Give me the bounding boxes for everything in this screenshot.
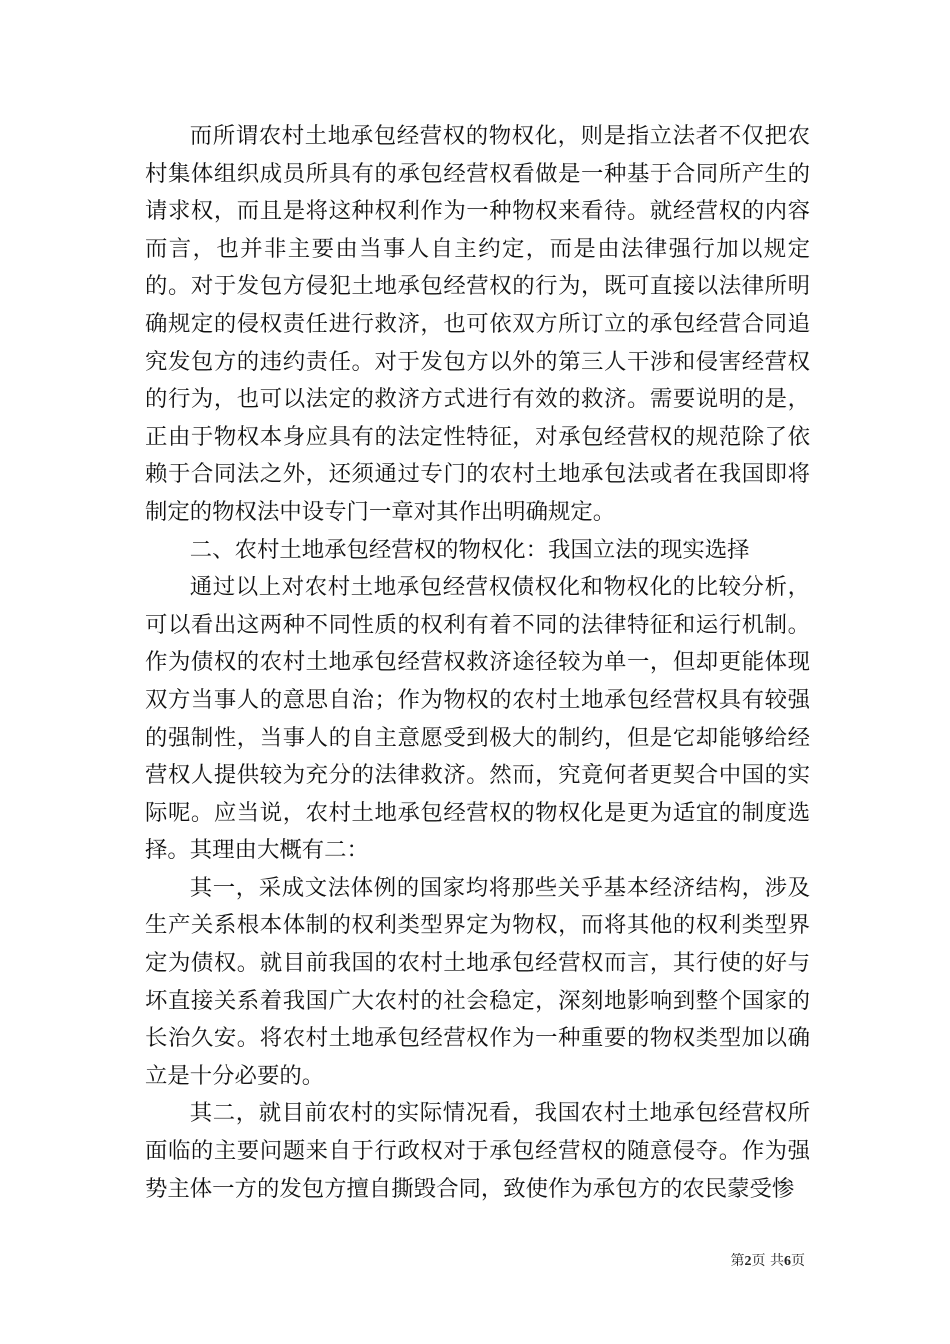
- total-pages-number: 6: [784, 1254, 791, 1269]
- paragraph-2: 通过以上对农村土地承包经营权债权化和物权化的比较分析，可以看出这两种不同性质的权利有着不同的法律特征和运行机制。作为债权的农村土地承包经营权救济途径较为单一，但却更能体现双方当事人的意思自治；作为物权的农村土地承包经营权具有较强的强制性，当事人的自主意愿受到极大的制约，但是它却能够给经营权人提供较为充分的法律救济。然而，究竟何者更契合中国的实际呢。应当说，农村土地承包经营权的物权化是更为适宜的制度选择。其理由大概有二：: [145, 574, 810, 864]
- section-heading: 二、农村土地承包经营权的物权化：我国立法的现实选择: [189, 536, 750, 563]
- paragraph-3: 其一，采成文法体例的国家均将那些关乎基本经济结构，涉及生产关系根本体制的权利类型界定为物权，而将其他的权利类型界定为债权。就目前我国的农村土地承包经营权而言，其行使的好与坏直接关系着我国广大农村的社会稳定，深刻地影响到整个国家的长治久安。将农村土地承包经营权作为一种重要的物权类型加以确立是十分必要的。: [145, 874, 810, 1089]
- footer-middle: 页 共: [751, 1253, 784, 1269]
- paragraph-1: 而所谓农村土地承包经营权的物权化，则是指立法者不仅把农村集体组织成员所具有的承包经营权看做是一种基于合同所产生的请求权，而且是将这种权利作为一种物权来看待。就经营权的内容而言，也并非主要由当事人自主约定，而是由法律强行加以规定的。对于发包方侵犯土地承包经营权的行为，既可直接以法律所明确规定的侵权责任进行救济，也可依双方所订立的承包经营合同追究发包方的违约责任。对于发包方以外的第三人干涉和侵害经营权的行为，也可以法定的救济方式进行有效的救济。需要说明的是，正由于物权本身应具有的法定性特征，对承包经营权的规范除了依赖于合同法之外，还须通过专门的农村土地承包法或者在我国即将制定的物权法中设专门一章对其作出明确规定。: [145, 123, 810, 525]
- paragraph-4: 其二，就目前农村的实际情况看，我国农村土地承包经营权所面临的主要问题来自于行政权对于承包经营权的随意侵夺。作为强势主体一方的发包方擅自撕毁合同，致使作为承包方的农民蒙受惨: [145, 1100, 810, 1202]
- footer-prefix: 第: [730, 1253, 745, 1269]
- footer-suffix: 页: [791, 1253, 805, 1269]
- current-page-number: 2: [744, 1254, 752, 1269]
- page-footer: [731, 1252, 805, 1271]
- page-body: [145, 118, 810, 1208]
